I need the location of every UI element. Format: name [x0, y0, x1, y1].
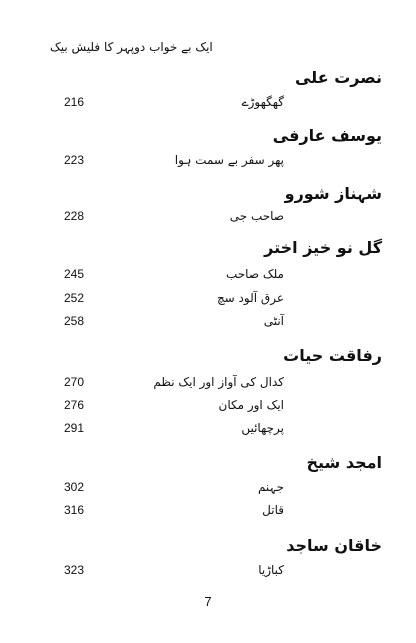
toc-entry: [64, 95, 284, 113]
toc-entry: [64, 480, 284, 498]
story-title: آنٹی: [263, 314, 284, 328]
toc-entry: [64, 267, 284, 285]
author-name: گل نو خیز اختر: [264, 238, 382, 257]
story-title: جہنم: [257, 480, 284, 494]
toc-entry: [64, 398, 284, 416]
author-name: رفاقت حیات: [283, 346, 382, 365]
page-number: 270: [64, 375, 85, 389]
page-number: 316: [64, 503, 85, 517]
page-number: 252: [64, 291, 85, 305]
toc-entry: [64, 314, 284, 332]
story-title: قاتل: [262, 503, 284, 517]
page-number: 228: [64, 209, 85, 223]
story-title: کدال کی آواز اور ایک نظم: [153, 375, 284, 389]
page-number: 302: [64, 480, 85, 494]
toc-entry: [64, 291, 284, 309]
author-name: خاقان ساجد: [286, 536, 382, 555]
story-title: صاحب جی: [229, 209, 284, 223]
toc-entry: [64, 375, 284, 393]
toc-entry: [64, 503, 284, 521]
running-header: ایک بے خواب دوپہر کا فلیش بیک: [50, 40, 213, 54]
story-title: عرق آلود سچ: [216, 291, 284, 305]
page-number: 323: [64, 563, 85, 577]
story-title: پھر سفر بے سمت ہوا: [174, 153, 284, 167]
page-footer-number: 7: [204, 594, 212, 609]
page-number: 291: [64, 421, 85, 435]
author-name: نصرت علی: [294, 68, 382, 87]
author-name: یوسف عارفی: [272, 126, 382, 145]
story-title: گھگھوڑے: [241, 95, 284, 109]
author-name: امجد شیخ: [306, 453, 382, 472]
toc-entry: [64, 563, 284, 581]
page-number: 276: [64, 398, 85, 412]
story-title: کباڑیا: [258, 563, 284, 577]
story-title: ایک اور مکان: [218, 398, 284, 412]
page-number: 245: [64, 267, 85, 281]
story-title: پرچھائیں: [241, 421, 284, 435]
page-number: 258: [64, 314, 85, 328]
toc-entry: [64, 209, 284, 227]
story-title: ملک صاحب: [225, 267, 284, 281]
author-name: شہناز شورو: [284, 184, 382, 203]
toc-entry: [64, 421, 284, 439]
page-number: 216: [64, 95, 85, 109]
toc-entry: [64, 153, 284, 171]
page-number: 223: [64, 153, 85, 167]
